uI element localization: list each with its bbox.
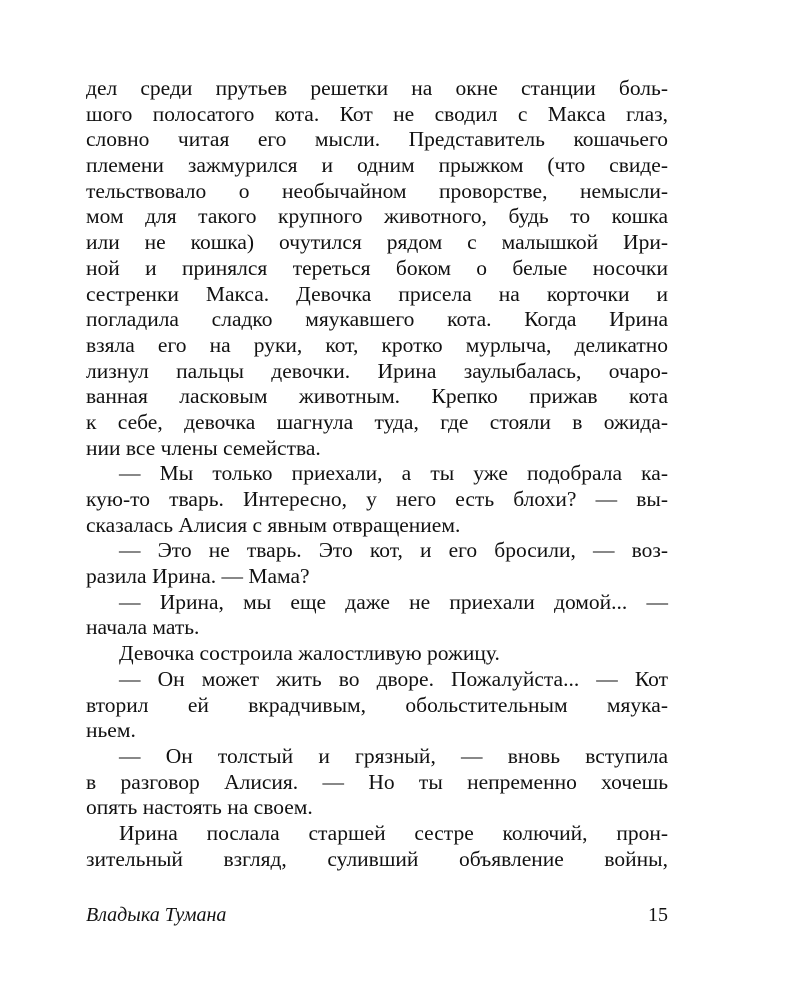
text-line: разила Ирина. — Мама? [86,564,310,589]
text-line: тельствовало о необычайном проворстве, немысли- [86,178,668,203]
page-footer [86,902,668,928]
text-line: шого полосатого кота. Кот не сводил с Макса глаз, [86,101,668,126]
text-line: зительный взгляд, суливший объявление войны, [86,846,668,871]
text-line: — Это не тварь. Это кот, и его бросили, — воз- [119,538,668,563]
text-line: Девочка состроила жалостливую рожицу. [119,641,500,666]
text-line: словно читая его мысли. Представитель кошачьего [86,127,668,152]
page-number: 15 [648,904,668,926]
text-line: сестренки Макса. Девочка присела на корточки и [86,281,668,306]
text-line: вторил ей вкрадчивым, обольстительным мяука- [86,692,668,717]
text-line: в разговор Алисия. — Но ты непременно хочешь [86,769,668,794]
running-title: Владыка Тумана [86,904,227,926]
text-line: кую-то тварь. Интересно, у него есть блохи? — вы- [86,487,668,511]
text-line: сказалась Алисия с явным отвращением. [86,512,461,537]
text-line: взяла его на руки, кот, кротко мурлыча, деликатно [86,332,668,357]
text-line: ванная ласковым животным. Крепко прижав кота [86,384,668,409]
text-line: — Он может жить во дворе. Пожалуйста... — Кот [119,666,668,691]
text-line: ной и принялся тереться боком о белые носочки [86,255,668,280]
text-line: дел среди прутьев решетки на окне станции боль- [86,76,668,100]
text-line: лизнул пальцы девочки. Ирина заулыбалась, очаро- [86,358,668,383]
text-line: ньем. [86,718,136,743]
text-line: — Он толстый и грязный, — вновь вступила [119,743,668,768]
text-line: мом для такого крупного животного, будь то кошка [86,204,668,229]
book-page-text [86,76,668,872]
text-line: к себе, девочка шагнула туда, где стояли в ожида- [86,409,668,434]
text-line: или не кошка) очутился рядом с малышкой Ири- [86,230,668,255]
text-line: погладила сладко мяукавшего кота. Когда Ирина [86,307,668,332]
text-line: нии все члены семейства. [86,435,321,460]
text-line: опять настоять на своем. [86,795,313,820]
text-line: — Мы только приехали, а ты уже подобрала ка- [119,461,668,486]
text-line: племени зажмурился и одним прыжком (что свиде- [86,153,668,178]
text-line: начала мать. [86,615,200,640]
text-line: Ирина послала старшей сестре колючий, прон- [119,820,668,845]
text-line: — Ирина, мы еще даже не приехали домой... — [119,589,668,614]
